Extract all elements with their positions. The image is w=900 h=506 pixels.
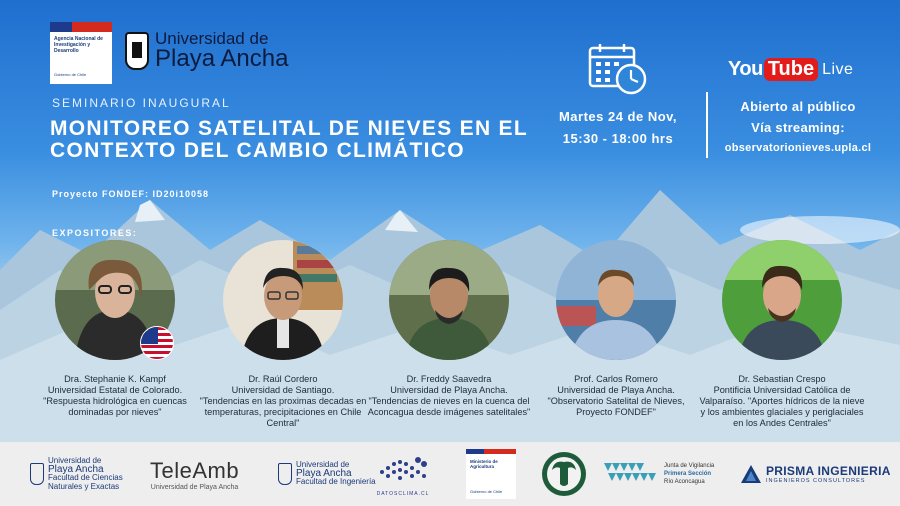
upla1-top: Universidad de: [48, 456, 102, 465]
usa-flag-icon: [140, 326, 174, 360]
youtube-tube: Tube: [764, 58, 818, 81]
junta-2: Primera Sección: [664, 471, 712, 477]
event-date-time: 15:30 - 18:00 hrs: [562, 131, 674, 146]
anid-logo: [50, 22, 112, 84]
ministerio-agricultura-logo: [466, 442, 516, 506]
junta-3: Río Aconcagua: [664, 479, 705, 485]
speaker-bio: Prof. Carlos Romero Universidad de Playa Ancha. "Observatorio Satelital de Nieves, Proyecto FONDEF": [547, 374, 685, 417]
chile-flag-bar: [50, 22, 112, 32]
upla-emblem-icon: [30, 463, 44, 485]
youtube-live-logo: [728, 58, 853, 81]
event-kicker: SEMINARIO INAUGURAL: [52, 96, 231, 110]
speaker-card: [697, 240, 867, 429]
prisma-name: PRISMA INGENIERIA: [766, 464, 891, 478]
junta-1: Junta de Vigilancia: [664, 463, 715, 469]
speaker-photo: [556, 240, 676, 360]
speaker-bio: Dra. Stephanie K. Kampf Universidad Estatal de Colorado. "Respuesta hidrológica en cuencas dominadas por nieves": [43, 374, 187, 417]
upla1-fac: Facultad de Ciencias Naturales y Exactas: [48, 473, 123, 491]
youtube-you: You: [728, 58, 763, 80]
speaker-card: [198, 240, 368, 429]
prisma-icon: [740, 463, 762, 485]
datosclima-label: DATOSCLIMA.CL: [376, 490, 430, 497]
prisma-logo: [740, 442, 891, 506]
prisma-sub: INGENIEROS CONSULTORES: [766, 478, 866, 484]
csu-ram-logo: [540, 442, 588, 506]
teleamb-logo: [150, 442, 239, 506]
event-title: MONITOREO SATELITAL DE NIEVES EN EL CONTEXTO DEL CAMBIO CLIMÁTICO: [50, 117, 528, 162]
youtube-live: Live: [822, 60, 854, 78]
speaker-bio: Dr. Raúl Cordero Universidad de Santiago. "Tendencias en las proximas decadas en temperaturas, precipitaciones en Chile Central": [199, 374, 367, 428]
upla-logo: [125, 30, 288, 71]
anid-name: Agencia Nacional de Investigación y Desarrollo: [54, 36, 103, 54]
calendar-clock-icon: [588, 42, 648, 96]
datosclima-logo: [372, 442, 434, 506]
ram-icon: [540, 450, 588, 498]
upla2-top: Universidad de: [296, 460, 350, 470]
ministry-label: Ministerio de Agricultura: [470, 459, 498, 469]
upla-emblem-icon: [278, 463, 292, 485]
access-streaming: Vía streaming:: [751, 120, 845, 135]
upla2-fac: Facultad de Ingeniería: [296, 477, 376, 487]
upla-line2: Playa Ancha: [155, 45, 289, 72]
upla-line1: Universidad de: [155, 29, 269, 48]
speaker-bio: Dr. Freddy Saavedra Universidad de Playa Ancha. "Tendencias de nieves en la cuenca del Aconcagua desde imágenes satelitales": [367, 374, 531, 417]
anid-gov: Gobierno de Chile: [54, 72, 87, 77]
ministry-gov: Gobierno de Chile: [470, 489, 503, 494]
access-open: Abierto al público: [740, 99, 856, 114]
datosclima-icon: [372, 452, 434, 486]
access-url[interactable]: observatorionieves.upla.cl: [724, 142, 872, 154]
event-date: [538, 106, 698, 150]
upla-ingenieria-logo: [278, 442, 378, 506]
upla-ciencias-logo: [30, 442, 158, 506]
speaker-bio: Dr. Sebastian Crespo Pontificia Universidad Católica de Valparaíso. "Aportes hídricos de la nieve y los ambientes glaciales y periglaciales en los Andes Centrales": [699, 374, 865, 428]
speaker-photo: [722, 240, 842, 360]
divider: [706, 92, 708, 158]
speaker-card: [531, 240, 701, 418]
speaker-card: [30, 240, 200, 418]
speakers-label: EXPOSITORES:: [52, 228, 138, 238]
upla1-name: Playa Ancha: [48, 463, 104, 475]
event-date-day: Martes 24 de Nov,: [558, 109, 678, 124]
upla2-name: Playa Ancha: [296, 467, 352, 479]
speaker-card: [364, 240, 534, 418]
access-info: [716, 96, 880, 159]
speaker-photo: [223, 240, 343, 360]
sponsors-footer: [0, 442, 900, 506]
speaker-photo: [389, 240, 509, 360]
teleamb-sub: Universidad de Playa Ancha: [150, 483, 239, 491]
junta-triangles-icon: [604, 459, 660, 489]
project-code: Proyecto FONDEF: ID20i10058: [52, 189, 210, 199]
junta-vigilancia-logo: [604, 442, 714, 506]
upla-emblem-icon: [125, 32, 149, 70]
teleamb-name: TeleAmb: [150, 457, 240, 483]
